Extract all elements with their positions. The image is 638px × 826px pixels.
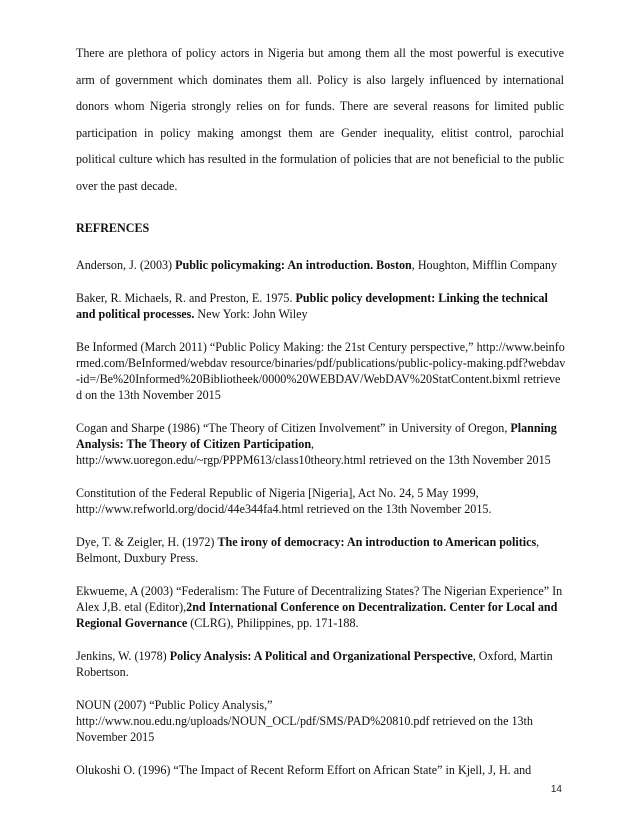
reference-entry: Cogan and Sharpe (1986) “The Theory of Citizen Involvement” in University of Oregon, Planning Analysis: The Theory of Citizen Participation, http://www.uoregon.edu/~rgp/PPPM613/class10theory.html retrieved on the 13th November 2015 <box>76 421 557 467</box>
reference-entry: Baker, R. Michaels, R. and Preston, E. 1975. Public policy development: Linking the technical and political processes. New York: John Wiley <box>76 291 548 321</box>
reference-entry: Anderson, J. (2003) Public policymaking: An introduction. Boston, Houghton, Mifflin Company <box>76 258 558 272</box>
reference-entry: Ekwueme, A (2003) “Federalism: The Future of Decentralizing States? The Nigerian Experience” In Alex J,B. etal (Editor),2nd International Conference on Decentralization. Center for Local and Regional Governance (CLRG), Philippines, pp. 171-188. <box>76 584 563 630</box>
reference-entry: NOUN (2007) “Public Policy Analysis,” http://www.nou.edu.ng/uploads/NOUN_OCL/pdf/SMS/PAD%20810.pdf retrieved on the 13th November 2015 <box>76 698 533 744</box>
reference-entry: Olukoshi O. (1996) “The Impact of Recent Reform Effort on African State” in Kjell, J, H. and <box>76 763 532 777</box>
references-heading: REFRENCES <box>76 221 150 235</box>
reference-entry: Constitution of the Federal Republic of Nigeria [Nigeria], Act No. 24, 5 May 1999, http://www.refworld.org/docid/44e344fa4.html retrieved on the 13th November 2015. <box>76 486 492 516</box>
references-list <box>76 257 566 795</box>
reference-entry: Be Informed (March 2011) “Public Policy Making: the 21st Century perspective,” http://www.beinformed.com/BeInformed/webdav resource/binaries/pdf/publications/public-policy-making.pdf?webdav-id=/Be%20Informed%20Bibliotheek/0000%20WEBDAV/WebDAV%20StatContent.bixml retrieved on the 13th November 2015 <box>76 340 566 402</box>
reference-entry: Jenkins, W. (1978) Policy Analysis: A Political and Organizational Perspective, Oxford, Martin Robertson. <box>76 649 553 679</box>
reference-entry: Dye, T. & Zeigler, H. (1972) The irony of democracy: An introduction to American politics, Belmont, Duxbury Press. <box>76 535 540 565</box>
page-number: 14 <box>550 784 562 795</box>
intro-paragraph: There are plethora of policy actors in Nigeria but among them all the most powerful is executive arm of government which dominates them all. Policy is also largely influenced by international donors whom Nigeria strongly relies on for funds. There are several reasons for limited public participation in policy making amongst them are Gender inequality, elitist control, parochial political culture which has resulted in the formulation of policies that are not beneficial to the public over the past decade. <box>76 46 564 193</box>
